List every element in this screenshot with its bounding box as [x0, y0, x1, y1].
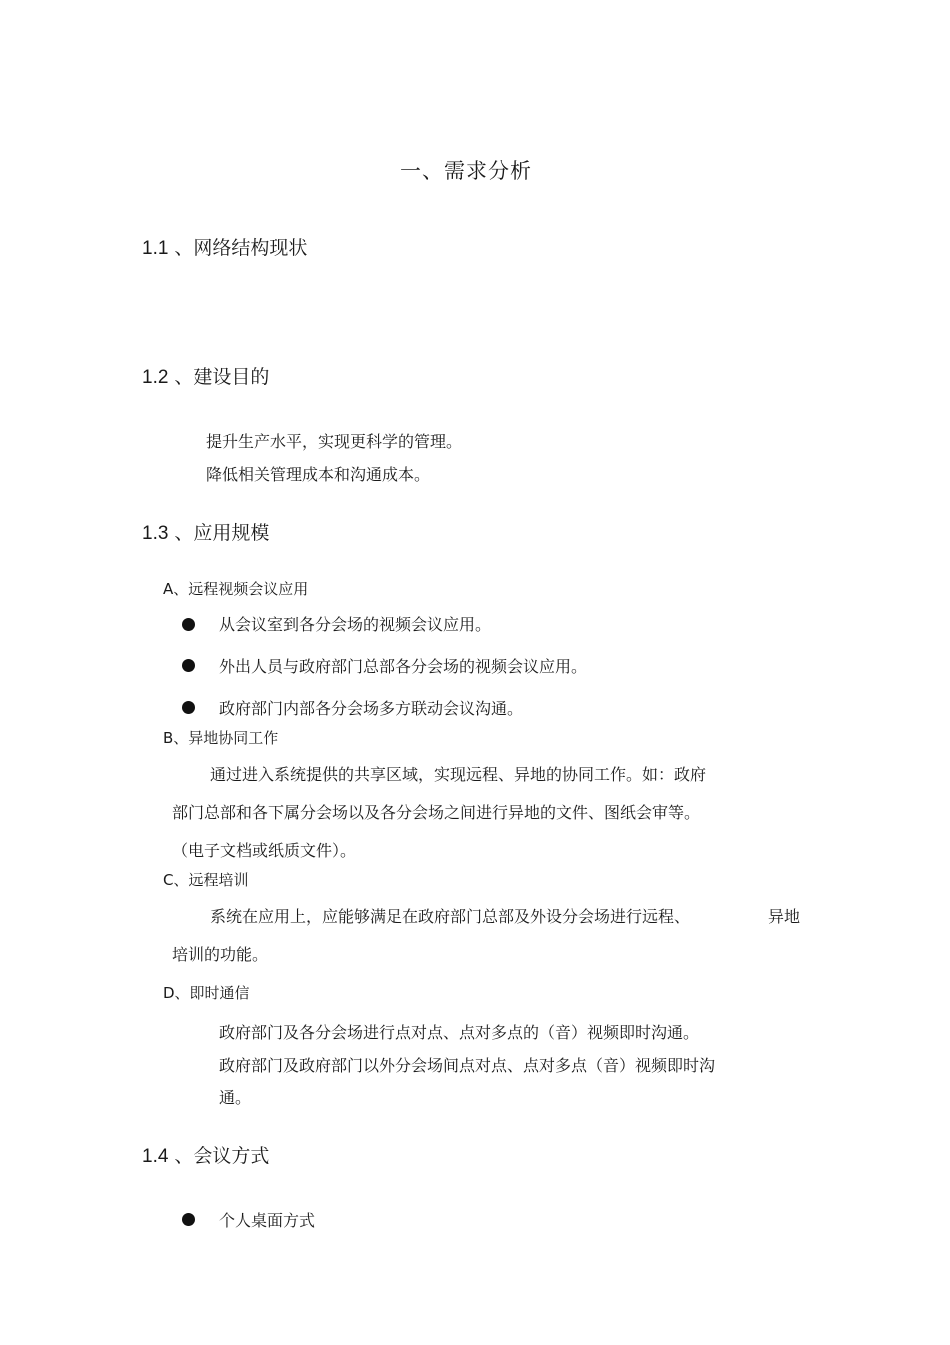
subsection-c-label: C、远程培训 — [163, 871, 249, 889]
bullet-icon — [182, 1211, 195, 1230]
list-item: 政府部门内部各分会场多方联动会议沟通。 — [219, 699, 524, 718]
paragraph-line: 部门总部和各下属分会场以及各分会场之间进行异地的文件、图纸会审等。 — [172, 803, 701, 822]
list-item: 外出人员与政府部门总部各分会场的视频会议应用。 — [219, 657, 588, 676]
paragraph-line: 培训的功能。 — [172, 945, 269, 964]
list-item: 从会议室到各分会场的视频会议应用。 — [219, 615, 492, 634]
section-heading-1-3 — [142, 518, 269, 545]
section-heading-1-4 — [142, 1141, 269, 1168]
section-title: 、会议方式 — [174, 1145, 270, 1167]
section-number: 1.2 — [142, 367, 169, 388]
bullet-icon — [182, 616, 195, 635]
paragraph-line: 政府部门及政府部门以外分会场间点对点、点对多点（音）视频即时沟 — [219, 1056, 716, 1075]
section-number: 1.3 — [142, 523, 169, 544]
section-title: 、建设目的 — [174, 366, 270, 388]
list-item: 个人桌面方式 — [219, 1211, 316, 1230]
section-number: 1.1 — [142, 238, 169, 259]
bullet-icon — [182, 699, 195, 718]
section-heading-1-2 — [142, 362, 269, 389]
subsection-d-label: D、即时通信 — [163, 984, 250, 1002]
paragraph-line: 通过进入系统提供的共享区域，实现远程、异地的协同工作。如：政府 — [210, 765, 707, 784]
section-heading-1-1 — [142, 233, 307, 260]
paragraph-line: （电子文档或纸质文件）。 — [172, 841, 357, 860]
subsection-a-label: A、远程视频会议应用 — [163, 580, 309, 598]
bullet-icon — [182, 657, 195, 676]
section-number: 1.4 — [142, 1146, 169, 1167]
page-title: 一、需求分析 — [400, 159, 532, 183]
subsection-b-label: B、异地协同工作 — [163, 729, 279, 747]
paragraph-line: 政府部门及各分会场进行点对点、点对多点的（音）视频即时沟通。 — [219, 1023, 700, 1042]
paragraph-line: 通。 — [219, 1088, 252, 1107]
paragraph-line: 提升生产水平，实现更科学的管理。 — [206, 432, 463, 451]
paragraph-line: 系统在应用上，应能够满足在政府部门总部及外设分会场进行远程、 — [210, 907, 691, 926]
paragraph-line-tail: 异地 — [768, 907, 801, 926]
section-title: 、网络结构现状 — [174, 237, 308, 259]
paragraph-line: 降低相关管理成本和沟通成本。 — [206, 465, 431, 484]
section-title: 、应用规模 — [174, 522, 270, 544]
